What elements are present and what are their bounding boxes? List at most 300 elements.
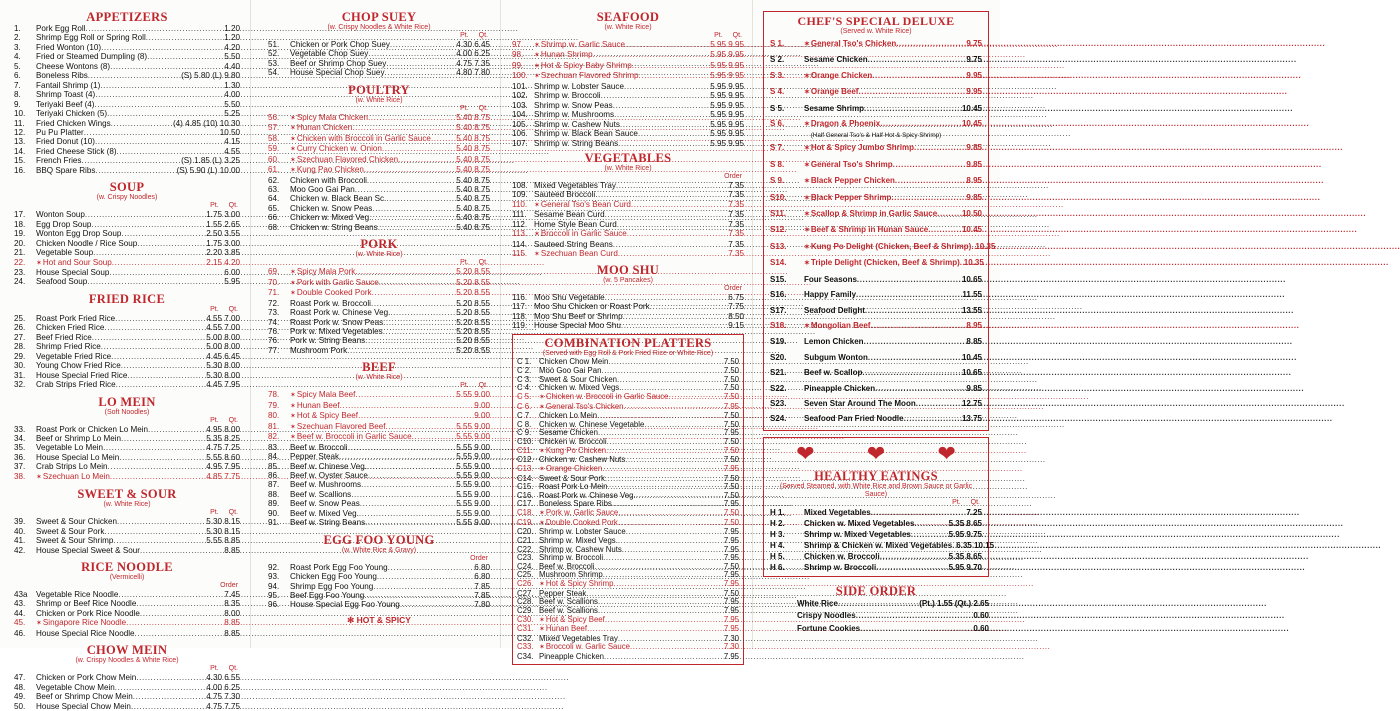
item-name: Roast Pork Egg Foo Young xyxy=(290,562,388,572)
item-number: 29. xyxy=(14,351,26,361)
item-name: Szechuan Flavored Beef xyxy=(296,421,386,431)
item-number: 30. xyxy=(14,361,26,371)
menu-item[interactable] xyxy=(14,43,240,52)
menu-item[interactable] xyxy=(14,323,240,332)
item-name: Chicken Fried Rice xyxy=(36,323,105,333)
section-subtitle: (w. White Rice) xyxy=(355,251,403,259)
item-price: 1.20 xyxy=(224,24,240,33)
dot-leader xyxy=(348,443,457,452)
menu-item[interactable] xyxy=(14,425,240,434)
menu-item[interactable] xyxy=(770,303,982,318)
item-name: Crab Strips Lo Mein xyxy=(36,462,108,472)
menu-item[interactable] xyxy=(770,222,982,238)
menu-item[interactable] xyxy=(14,609,240,618)
menu-item[interactable] xyxy=(512,229,744,239)
menu-item[interactable] xyxy=(770,334,982,349)
menu-item[interactable] xyxy=(268,318,490,327)
item-price: 7.45 xyxy=(224,590,240,600)
menu-item[interactable] xyxy=(512,312,744,321)
menu-item[interactable] xyxy=(14,472,240,482)
menu-item[interactable] xyxy=(268,390,490,400)
item-number: C 2. xyxy=(517,366,532,376)
dot-leader xyxy=(858,84,966,99)
item-number: C26. xyxy=(517,579,534,589)
item-price: 9.15 xyxy=(728,320,744,330)
menu-item[interactable] xyxy=(14,33,240,42)
menu-item[interactable] xyxy=(14,258,240,268)
dot-leader xyxy=(895,173,967,188)
item-number: S15. xyxy=(770,274,787,284)
menu-item[interactable] xyxy=(512,40,744,50)
menu-item[interactable] xyxy=(14,527,240,536)
menu-item[interactable] xyxy=(14,268,240,277)
menu-item[interactable] xyxy=(770,84,982,100)
menu-item[interactable] xyxy=(14,156,240,165)
chili-icon: ✶ xyxy=(534,62,540,70)
dot-leader xyxy=(386,59,456,68)
item-number: 98. xyxy=(512,50,524,60)
dot-leader xyxy=(95,90,224,99)
column-header: Pt. xyxy=(460,259,469,267)
menu-item[interactable] xyxy=(14,210,240,219)
item-name: Teriyaki Chicken (5) xyxy=(36,109,108,119)
item-name: Boneless Spare Ribs xyxy=(539,499,612,509)
heart-icon: ❤ xyxy=(937,440,956,466)
menu-item[interactable] xyxy=(512,302,744,311)
menu-item[interactable] xyxy=(14,239,240,248)
item-price: 5.95 9.95 xyxy=(710,138,744,148)
menu-item[interactable] xyxy=(268,68,490,77)
dot-leader xyxy=(868,350,962,365)
menu-item[interactable] xyxy=(268,155,490,165)
menu-item[interactable] xyxy=(14,683,240,692)
menu-item[interactable] xyxy=(268,582,490,591)
item-name: Seven Star Around The Moon xyxy=(804,398,916,408)
menu-item[interactable] xyxy=(512,82,744,91)
dot-leader xyxy=(604,653,724,662)
menu-item[interactable] xyxy=(14,62,240,71)
dot-leader xyxy=(868,52,967,67)
menu-item[interactable] xyxy=(268,123,490,133)
item-name: Scallop & Shrimp in Garlic Sauce xyxy=(810,209,938,219)
item-number: 70. xyxy=(268,277,280,287)
item-number: S12. xyxy=(770,225,787,235)
item-number: C17. xyxy=(517,499,534,509)
menu-item[interactable] xyxy=(512,61,744,71)
menu-item[interactable] xyxy=(770,52,982,67)
dot-leader xyxy=(870,318,966,333)
menu-item[interactable] xyxy=(268,176,490,185)
menu-item[interactable] xyxy=(268,144,490,154)
item-price: 7.80 xyxy=(474,600,490,610)
item-price: 10.65 xyxy=(961,368,982,378)
menu-item[interactable] xyxy=(268,194,490,203)
menu-item[interactable] xyxy=(14,434,240,443)
dot-leader xyxy=(364,165,456,174)
dot-leader xyxy=(631,200,728,209)
menu-item[interactable] xyxy=(517,653,739,662)
item-number: 26. xyxy=(14,323,26,333)
menu-item[interactable] xyxy=(14,81,240,90)
menu-item[interactable] xyxy=(770,190,982,206)
item-number: 10. xyxy=(14,109,26,119)
section-subtitle: (w. White Rice) xyxy=(355,96,403,104)
menu-item[interactable] xyxy=(770,36,982,52)
item-price: 7.35 xyxy=(728,180,744,190)
section-subtitle: (w. White Rice) xyxy=(604,164,652,172)
item-name: Chicken Noodle / Rice Soup xyxy=(36,238,138,248)
menu-item[interactable] xyxy=(512,200,744,210)
menu-item[interactable] xyxy=(14,52,240,61)
menu-item[interactable] xyxy=(268,213,490,222)
menu-item[interactable] xyxy=(14,618,240,628)
item-price: 5.20 8.55 xyxy=(456,288,490,298)
menu-item[interactable] xyxy=(14,220,240,229)
menu-item[interactable] xyxy=(268,288,490,298)
item-name: Broccoli in Garlic Sauce xyxy=(540,229,627,239)
menu-item[interactable] xyxy=(268,499,490,508)
item-name: Shrimp w. String Beans xyxy=(534,138,619,148)
menu-item[interactable] xyxy=(770,562,982,573)
menu-item[interactable] xyxy=(14,166,240,175)
menu-item[interactable] xyxy=(14,629,240,638)
menu-item[interactable] xyxy=(268,59,490,68)
heart-decorations xyxy=(770,441,982,467)
dot-leader xyxy=(368,113,456,122)
menu-item[interactable] xyxy=(770,116,982,132)
menu-item[interactable] xyxy=(268,490,490,499)
item-number: 61. xyxy=(268,165,280,175)
column-header: Qt. xyxy=(228,509,238,517)
menu-item[interactable] xyxy=(512,220,744,229)
item-price: 5.55 9.00 xyxy=(456,499,490,509)
menu-item[interactable] xyxy=(770,518,982,529)
item-number: S24. xyxy=(770,414,787,424)
item-name: General Tso's Chicken xyxy=(810,39,897,48)
menu-item[interactable] xyxy=(770,206,982,222)
menu-item[interactable] xyxy=(770,411,982,426)
menu-item[interactable] xyxy=(268,471,490,480)
menu-item[interactable] xyxy=(268,299,490,308)
item-number: 6. xyxy=(14,71,21,81)
menu-item[interactable] xyxy=(268,49,490,58)
item-price: 8.50 xyxy=(728,311,744,321)
item-number: C 5. xyxy=(517,391,532,401)
menu-item[interactable] xyxy=(512,71,744,81)
item-number: 113. xyxy=(512,229,528,239)
menu-item[interactable] xyxy=(14,462,240,471)
menu-item[interactable] xyxy=(268,113,490,123)
item-number: 88. xyxy=(268,489,280,499)
menu-item[interactable] xyxy=(268,336,490,345)
dot-leader xyxy=(126,618,224,627)
dot-leader xyxy=(137,239,206,248)
item-price: 4.55 xyxy=(224,146,240,156)
item-number: 114. xyxy=(512,239,528,249)
dot-leader xyxy=(621,321,728,330)
menu-item[interactable] xyxy=(268,134,490,144)
item-price: 2.15 4.20 xyxy=(206,257,240,267)
menu-item[interactable] xyxy=(512,321,744,330)
menu-item[interactable] xyxy=(268,480,490,489)
menu-item[interactable] xyxy=(268,572,490,581)
menu-item[interactable] xyxy=(14,90,240,99)
menu-item[interactable] xyxy=(268,223,490,232)
menu-item[interactable] xyxy=(512,249,744,259)
menu-item[interactable] xyxy=(770,255,982,271)
column-headers xyxy=(512,285,744,293)
item-number: 27. xyxy=(14,332,26,342)
menu-item[interactable] xyxy=(268,443,490,452)
dot-leader xyxy=(904,411,962,426)
menu-item[interactable] xyxy=(14,361,240,370)
item-price: 5.35 8.65 xyxy=(948,518,982,528)
menu-item[interactable] xyxy=(512,50,744,60)
menu-item[interactable] xyxy=(14,453,240,462)
item-name: Mixed Vegetables xyxy=(804,507,871,517)
menu-item[interactable] xyxy=(268,518,490,527)
menu-item[interactable] xyxy=(268,185,490,194)
menu-item[interactable] xyxy=(512,210,744,219)
item-name: Four Seasons xyxy=(804,274,857,284)
item-number: 117. xyxy=(512,302,528,312)
menu-item[interactable] xyxy=(14,517,240,526)
menu-item[interactable] xyxy=(770,529,982,540)
dot-leader xyxy=(93,248,206,257)
menu-item[interactable] xyxy=(14,702,240,711)
section-subtitle: (Served w. White Rice) xyxy=(840,28,912,35)
item-number: C28. xyxy=(517,597,534,607)
menu-item[interactable] xyxy=(512,293,744,302)
menu-item[interactable] xyxy=(763,610,989,623)
menu-item[interactable] xyxy=(770,239,996,255)
item-number: 14. xyxy=(14,146,26,156)
menu-item[interactable] xyxy=(770,157,982,173)
menu-item[interactable] xyxy=(14,128,240,137)
section-beef xyxy=(268,361,490,527)
menu-item[interactable] xyxy=(770,101,982,116)
chili-icon: ✶ xyxy=(534,52,540,60)
item-price: 5.40 8.75 xyxy=(456,154,490,164)
item-price: 7.95 xyxy=(723,579,739,589)
item-number: C 1. xyxy=(517,357,532,367)
item-price: 5.40 8.75 xyxy=(456,203,490,213)
section-title: COMBINATION PLATTERS xyxy=(544,336,712,351)
dot-leader xyxy=(361,480,456,489)
menu-item[interactable] xyxy=(268,452,490,461)
item-number: C12. xyxy=(517,455,534,465)
menu-item[interactable] xyxy=(14,546,240,555)
menu-item[interactable] xyxy=(268,204,490,213)
dot-leader xyxy=(865,303,962,318)
menu-item[interactable] xyxy=(770,551,982,562)
item-price: 5.55 9.00 xyxy=(456,390,490,400)
item-name: Hot & Spicy Baby Shrimp xyxy=(540,60,632,70)
chili-icon: ✶ xyxy=(290,269,296,277)
dot-leader xyxy=(355,267,456,276)
menu-item[interactable] xyxy=(268,600,490,609)
item-number: S 3. xyxy=(770,70,785,80)
menu-item[interactable] xyxy=(268,432,490,442)
item-number: C 9. xyxy=(517,428,532,438)
item-number: S13. xyxy=(770,241,787,251)
menu-item[interactable] xyxy=(14,342,240,351)
menu-item[interactable] xyxy=(512,110,744,119)
item-number: C24. xyxy=(517,561,534,571)
item-price: 7.95 xyxy=(723,597,739,607)
menu-item[interactable] xyxy=(512,129,744,138)
menu-item[interactable] xyxy=(512,91,744,100)
menu-item[interactable] xyxy=(770,140,982,156)
menu-item[interactable] xyxy=(268,422,490,432)
menu-item[interactable] xyxy=(770,540,995,551)
menu-item[interactable] xyxy=(770,68,982,84)
dot-leader xyxy=(81,156,181,165)
menu-item[interactable] xyxy=(14,443,240,452)
menu-item[interactable] xyxy=(14,109,240,118)
item-price: 5.55 9.00 xyxy=(456,480,490,490)
menu-item[interactable] xyxy=(14,590,240,599)
menu-item[interactable] xyxy=(268,563,490,572)
chili-icon: ✶ xyxy=(804,227,810,235)
menu-item[interactable] xyxy=(770,396,982,411)
menu-item[interactable] xyxy=(770,173,982,189)
menu-item[interactable] xyxy=(14,277,240,286)
chili-icon: ✶ xyxy=(290,413,296,421)
section-moo-shu xyxy=(512,264,744,331)
menu-item[interactable] xyxy=(763,623,989,636)
item-price: 5.20 8.55 xyxy=(456,308,490,318)
menu-item[interactable] xyxy=(14,536,240,545)
menu-item[interactable] xyxy=(14,692,240,701)
menu-item[interactable] xyxy=(512,190,744,199)
menu-item[interactable] xyxy=(14,248,240,257)
menu-item[interactable] xyxy=(268,267,490,277)
menu-item[interactable] xyxy=(512,120,744,129)
menu-item[interactable] xyxy=(268,591,490,600)
menu-item[interactable] xyxy=(14,119,240,128)
chili-icon: ✶ xyxy=(290,402,296,410)
dot-leader xyxy=(618,139,710,148)
item-name: BBQ Spare Ribs xyxy=(36,165,96,175)
menu-item[interactable] xyxy=(14,352,240,361)
menu-item[interactable] xyxy=(268,308,490,317)
menu-item[interactable] xyxy=(268,327,490,336)
dot-leader xyxy=(131,702,206,711)
item-price: 10.45 xyxy=(961,103,982,113)
menu-item[interactable] xyxy=(770,365,982,380)
section-lo-mein xyxy=(14,396,240,483)
dot-leader xyxy=(110,472,206,481)
menu-item[interactable] xyxy=(14,137,240,146)
menu-item[interactable] xyxy=(512,181,744,190)
menu-item[interactable] xyxy=(14,599,240,608)
menu-item[interactable] xyxy=(268,40,490,49)
item-name: Cheese Wontons (8) xyxy=(36,61,111,71)
dot-leader xyxy=(893,157,967,172)
menu-item[interactable] xyxy=(512,101,744,110)
item-price: 4.45 6.45 xyxy=(206,351,240,361)
column-header: Pt. xyxy=(210,665,219,673)
menu-item[interactable] xyxy=(770,350,982,365)
item-number: C18. xyxy=(517,508,534,518)
chili-icon: ✶ xyxy=(539,626,545,634)
menu-item[interactable] xyxy=(268,278,490,288)
column-headers xyxy=(14,417,240,425)
dot-leader xyxy=(386,422,457,431)
menu-item[interactable] xyxy=(268,462,490,471)
menu-item[interactable] xyxy=(14,371,240,380)
item-number: S 9. xyxy=(770,176,785,186)
menu-item[interactable] xyxy=(512,240,744,249)
section-combo xyxy=(512,334,744,664)
item-number: 45. xyxy=(14,618,26,628)
menu-item[interactable] xyxy=(770,318,982,334)
menu-item[interactable] xyxy=(14,380,240,389)
menu-item[interactable] xyxy=(14,314,240,323)
menu-item[interactable] xyxy=(14,147,240,156)
dot-leader xyxy=(383,327,457,336)
menu-item[interactable] xyxy=(14,333,240,342)
menu-item[interactable] xyxy=(268,401,490,411)
item-number: S 6. xyxy=(770,119,785,129)
menu-item[interactable] xyxy=(770,507,982,518)
menu-item[interactable] xyxy=(268,509,490,518)
item-name: Beef w. Mixed Veg. xyxy=(290,508,359,518)
dot-leader xyxy=(613,240,728,249)
item-price: 5.95 9.95 xyxy=(710,119,744,129)
menu-item[interactable] xyxy=(14,24,240,33)
menu-item[interactable] xyxy=(14,229,240,238)
menu-item[interactable] xyxy=(512,139,744,148)
menu-item[interactable] xyxy=(14,100,240,109)
menu-item[interactable] xyxy=(14,71,240,80)
menu-item[interactable] xyxy=(770,272,982,287)
menu-item[interactable] xyxy=(770,381,982,396)
menu-item[interactable] xyxy=(268,165,490,175)
item-name: Sweet & Sour Chicken xyxy=(36,517,117,527)
dot-leader xyxy=(587,625,724,634)
dot-leader xyxy=(347,346,456,355)
dot-leader xyxy=(121,361,207,370)
item-name: Beef w. Scallions xyxy=(539,597,598,607)
item-number: 43a xyxy=(14,590,28,600)
item-number: 82. xyxy=(268,432,280,442)
menu-item[interactable] xyxy=(268,346,490,355)
menu-item[interactable] xyxy=(763,598,989,611)
item-name: Sweet & Sour Shrimp xyxy=(36,536,114,546)
item-number: 112. xyxy=(512,219,528,229)
item-price: 7.35 xyxy=(728,199,744,209)
item-number: S 5. xyxy=(770,103,785,113)
dot-leader xyxy=(140,546,224,555)
item-price: 7.30 xyxy=(723,633,739,643)
item-price: 7.95 xyxy=(723,499,739,509)
menu-item[interactable] xyxy=(770,287,982,302)
item-number: 99. xyxy=(512,60,524,70)
section-subtitle: (w. Crispy Noodles) xyxy=(96,194,158,202)
dot-leader xyxy=(377,572,474,581)
section-title: RICE NOODLE xyxy=(81,560,173,575)
item-name: Pork w. Mixed Vegetables xyxy=(290,326,383,336)
menu-item[interactable] xyxy=(14,673,240,682)
item-price: 7.50 xyxy=(723,366,739,376)
item-price: 4.80 7.80 xyxy=(456,68,490,78)
column-header: Qt. xyxy=(228,202,238,210)
menu-item[interactable] xyxy=(268,411,490,421)
item-number: 38. xyxy=(14,471,26,481)
item-price: 5.30 8.15 xyxy=(206,526,240,536)
